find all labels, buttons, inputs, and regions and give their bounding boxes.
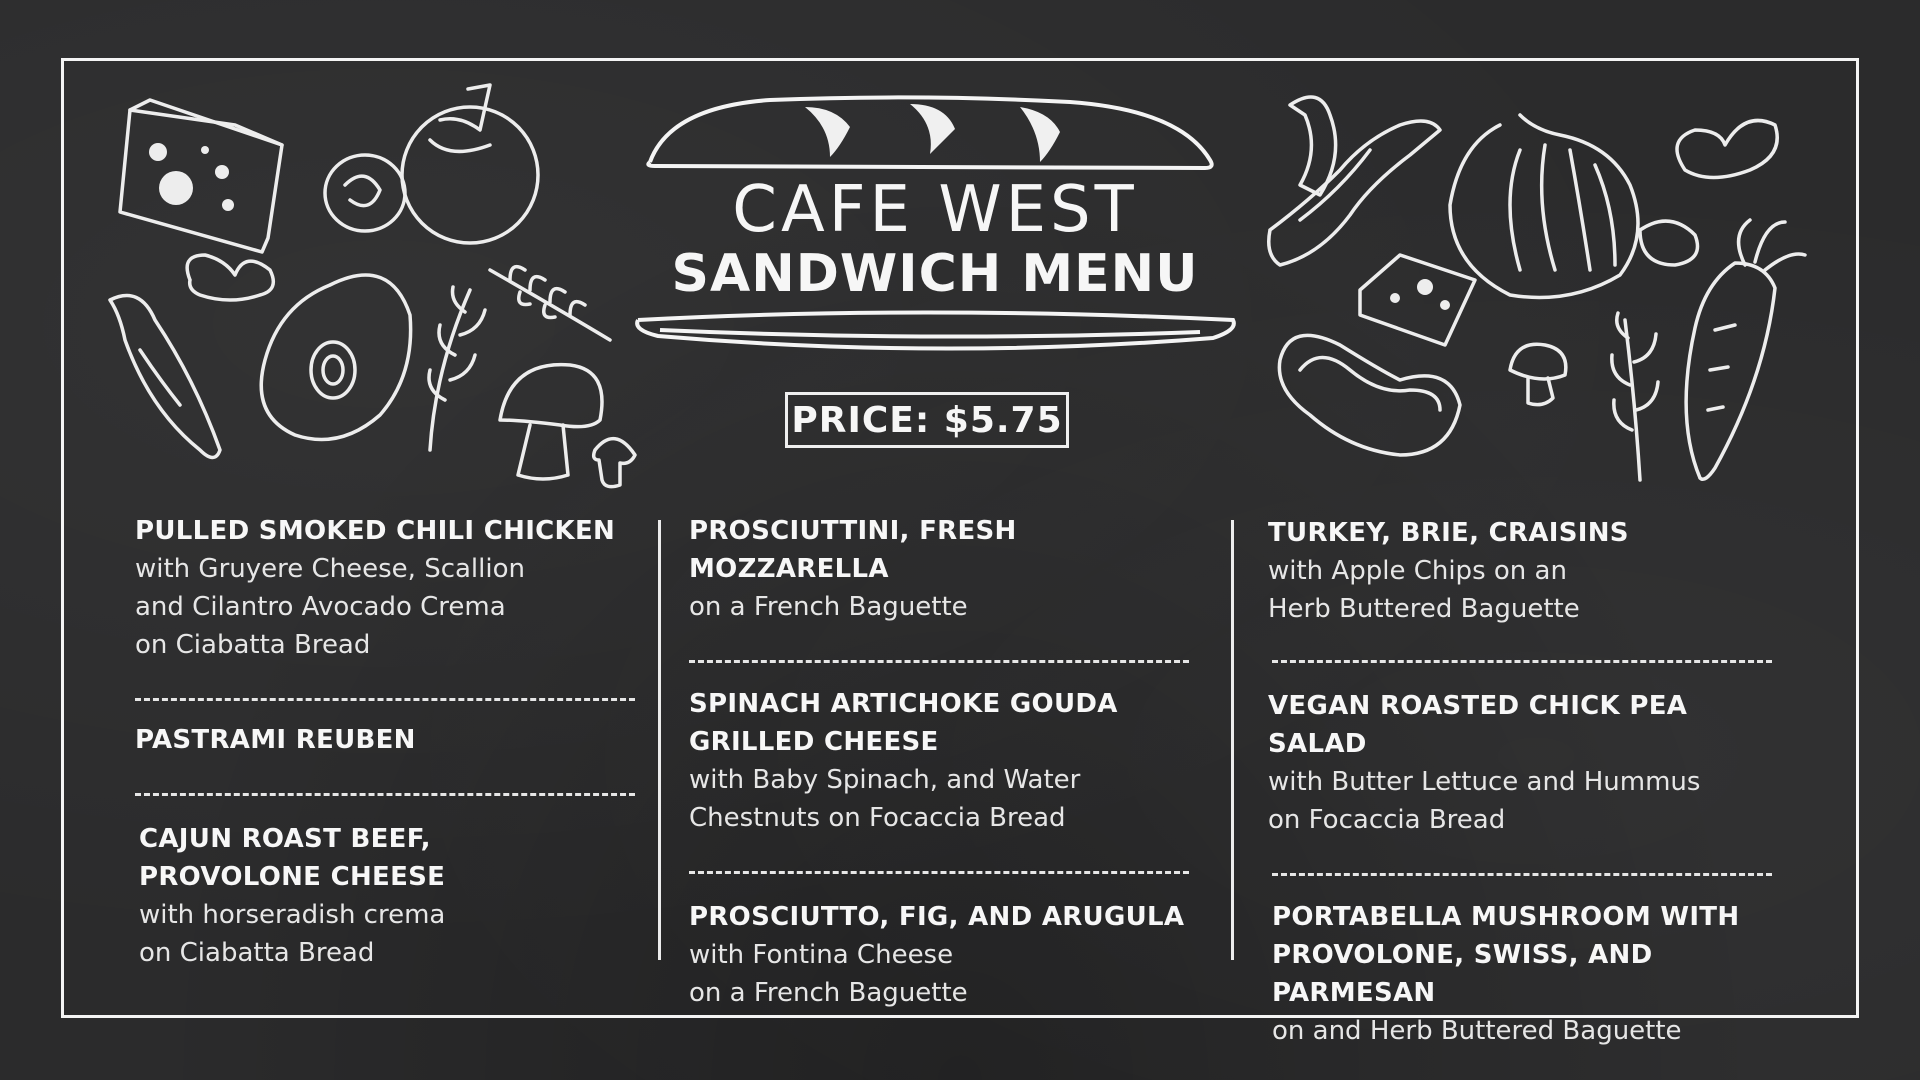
item-name: PROSCIUTTINI, FRESH MOZZARELLA <box>689 516 1017 584</box>
item-description: on a French Baguette <box>689 592 968 622</box>
price-badge: PRICE: $5.75 <box>785 392 1069 448</box>
item-separator <box>135 698 635 701</box>
item-description: with Apple Chips on an Herb Buttered Baguette <box>1268 556 1580 624</box>
item-separator <box>1272 660 1772 663</box>
item-separator <box>135 793 635 796</box>
menu-item <box>135 820 635 972</box>
brand-name: CAFE WEST <box>732 173 1138 247</box>
menu-item <box>135 512 635 664</box>
item-name: PORTABELLA MUSHROOM WITH PROVOLONE, SWISS, AND PARMESAN <box>1272 902 1740 1008</box>
item-description: on and Herb Buttered Baguette <box>1272 1016 1682 1046</box>
item-description: with Baby Spinach, and Water Chestnuts on Focaccia Bread <box>689 765 1081 833</box>
menu-item <box>135 721 635 759</box>
item-description: with Fontina Cheese on a French Baguette <box>689 940 968 1008</box>
item-description: with horseradish crema on Ciabatta Bread <box>139 900 446 968</box>
item-name: PASTRAMI REUBEN <box>135 725 416 755</box>
menu-item <box>1268 514 1788 628</box>
menu-item <box>689 685 1189 837</box>
menu-column-3 <box>1268 514 1788 1050</box>
item-name: VEGAN ROASTED CHICK PEA SALAD <box>1268 691 1688 759</box>
item-separator <box>689 660 1189 663</box>
item-name: PULLED SMOKED CHILI CHICKEN <box>135 516 616 546</box>
item-name: PROSCIUTTO, FIG, AND ARUGULA <box>689 902 1185 932</box>
menu-item <box>689 898 1189 1012</box>
item-name: TURKEY, BRIE, CRAISINS <box>1268 518 1629 548</box>
item-name: SPINACH ARTICHOKE GOUDA GRILLED CHEESE <box>689 689 1118 757</box>
column-divider <box>1231 520 1234 960</box>
item-separator <box>689 871 1189 874</box>
item-description: with Gruyere Cheese, Scallion and Cilantro Avocado Crema on Ciabatta Bread <box>135 554 525 660</box>
item-separator <box>1272 873 1772 876</box>
menu-item <box>689 512 1189 626</box>
item-name: CAJUN ROAST BEEF, PROVOLONE CHEESE <box>139 824 446 892</box>
menu-column-2 <box>689 512 1189 1012</box>
menu-title: SANDWICH MENU <box>671 244 1199 304</box>
column-divider <box>658 520 661 960</box>
menu-column-1 <box>135 512 635 972</box>
menu-item <box>1268 687 1788 839</box>
menu-item <box>1268 898 1788 1050</box>
item-description: with Butter Lettuce and Hummus on Focaccia Bread <box>1268 767 1701 835</box>
